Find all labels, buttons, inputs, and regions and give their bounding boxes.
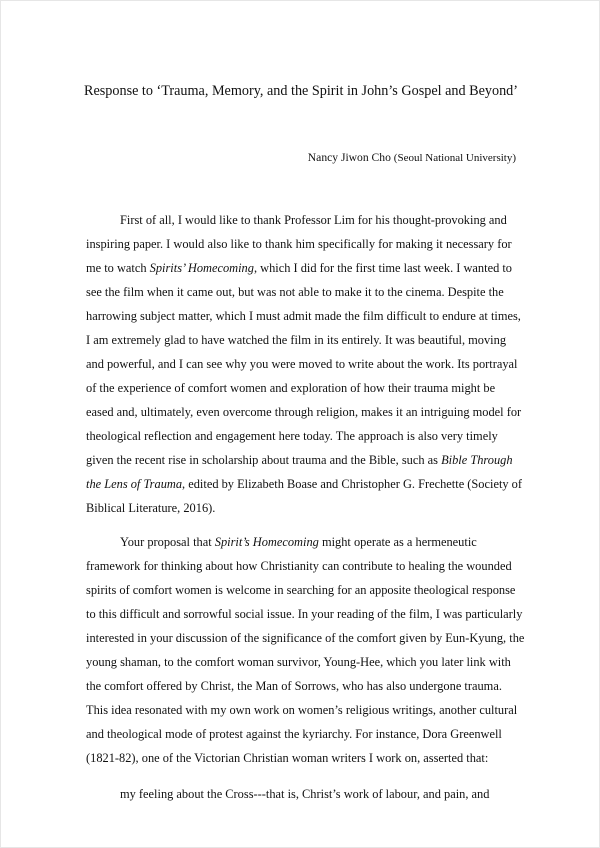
book-title-italic: Bible Through: [441, 453, 513, 467]
text-line: see the film when it came out, but was not able to make it to the cinema. Despite the: [86, 285, 504, 299]
text-line: inspiring paper. I would also like to thank him specifically for making it necessary for: [86, 237, 512, 251]
text-line: (1821-82), one of the Victorian Christian woman writers I work on, asserted that:: [86, 751, 489, 765]
text-line: [120, 535, 477, 550]
text-line: harrowing subject matter, which I must admit made the film difficult to endure at times,: [86, 309, 521, 323]
film-title-italic: Spirits’ Homecoming: [149, 261, 254, 275]
text-line: interested in your discussion of the significance of the comfort given by Eun-Kyung, the: [86, 631, 525, 645]
text-line: First of all, I would like to thank Professor Lim for his thought-provoking and: [120, 213, 507, 227]
text-line: spirits of comfort women is welcome in searching for an apposite theological response: [86, 583, 516, 597]
author-affiliation: (Seoul National University): [393, 152, 516, 164]
text-line: [86, 261, 512, 276]
text-line: the comfort offered by Christ, the Man of Sorrows, who has also undergone trauma.: [86, 679, 502, 693]
text-span: , which I did for the first time last week. I wanted to: [253, 261, 513, 275]
author-line: [308, 151, 516, 164]
text-line: framework for thinking about how Christianity can contribute to healing the wounded: [86, 559, 512, 573]
text-line: to this difficult and sorrowful social issue. In your reading of the film, I was particularly: [86, 607, 523, 621]
text-line: This idea resonated with my own work on women’s religious writings, another cultural: [86, 703, 518, 717]
text-span: , edited by Elizabeth Boase and Christopher G. Frechette (Society of: [182, 477, 523, 491]
text-line: [86, 453, 513, 468]
text-line: I am extremely glad to have watched the film in its entirely. It was beautiful, moving: [86, 333, 507, 347]
author-name: Nancy Jiwon Cho: [307, 151, 391, 164]
text-line: young shaman, to the comfort woman survivor, Young-Hee, which you later link with: [86, 655, 511, 669]
text-line: Biblical Literature, 2016).: [86, 501, 216, 515]
text-line: eased and, ultimately, even overcome through religion, makes it an intriguing model for: [86, 405, 522, 419]
film-title-italic: Spirit’s Homecoming: [214, 535, 319, 549]
text-span: might operate as a hermeneutic: [318, 535, 477, 549]
text-line: [86, 477, 522, 492]
page-title: Response to ‘Trauma, Memory, and the Spirit in John’s Gospel and Beyond’: [84, 83, 518, 99]
text-span: Your proposal that: [120, 535, 215, 549]
text-line: and powerful, and I can see why you were moved to write about the work. Its portrayal: [86, 357, 518, 371]
text-span: given the recent rise in scholarship about trauma and the Bible, such as: [86, 453, 442, 467]
text-line: of the experience of comfort women and exploration of how their trauma might be: [86, 381, 496, 395]
book-title-italic: the Lens of Trauma: [86, 477, 183, 491]
text-line: and theological mode of protest against the kyriarchy. For instance, Dora Greenwell: [86, 727, 502, 741]
text-line: theological reflection and engagement here today. The approach is also very timely: [86, 429, 498, 443]
quote-line: my feeling about the Cross---that is, Christ’s work of labour, and pain, and: [120, 787, 490, 801]
text-span: me to watch: [86, 261, 150, 275]
